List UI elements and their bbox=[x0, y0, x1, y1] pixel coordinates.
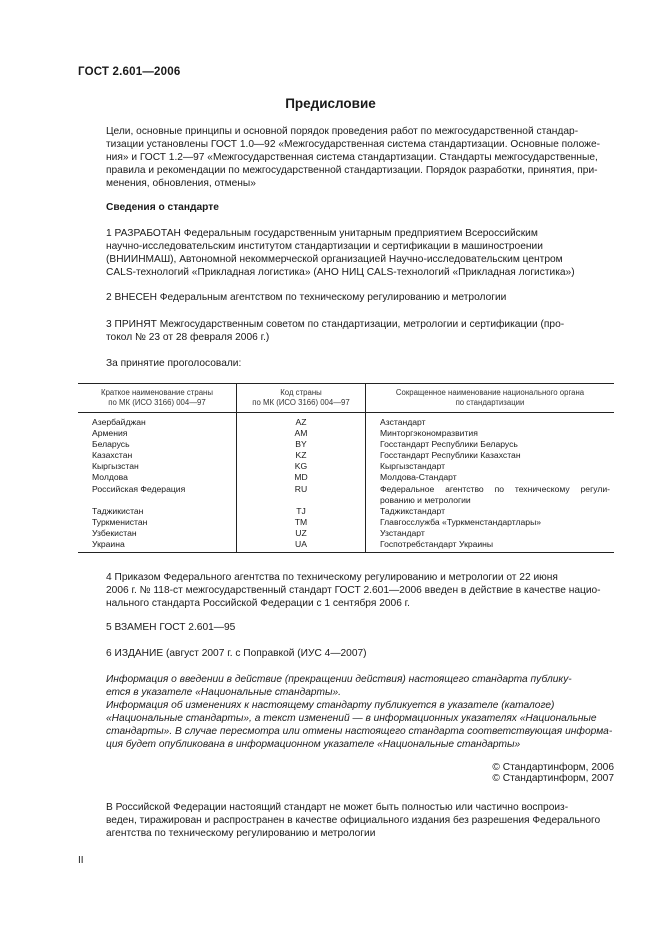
copyright-line: © Стандартинформ, 2006 bbox=[492, 762, 614, 773]
country-cell: Украина bbox=[78, 539, 237, 553]
column-header-body: Сокращенное наименование национального органа по стандартизации bbox=[366, 384, 615, 413]
body-cell: Главгосслужба «Туркменстандартлары» bbox=[366, 517, 615, 528]
rights-line: агентства по техническому регулированию и метрологии bbox=[106, 828, 376, 840]
intro-line: тизации установлены ГОСТ 1.0—92 «Межгосударственная система стандартизации. Основные положе- bbox=[106, 139, 601, 151]
body-cell: Азстандарт bbox=[366, 413, 615, 429]
italic-notice-line: ется в указателе «Национальные стандарты». bbox=[106, 687, 342, 699]
item-1-line: CALS-технологий «Прикладная логистика» (АНО НИЦ CALS-технологий «Прикладная логистика») bbox=[106, 267, 575, 279]
item-1-line: (ВНИИНМАШ), Автономной некоммерческой организацией Научно-исследовательским центром bbox=[106, 254, 563, 266]
body-cell: Молдова-Стандарт bbox=[366, 472, 615, 483]
body-cell: Госпотребстандарт Украины bbox=[366, 539, 615, 553]
item-3-line: токол № 23 от 28 февраля 2006 г.) bbox=[106, 332, 270, 344]
country-cell: Кыргызстан bbox=[92, 461, 139, 472]
code-cell: KG bbox=[237, 461, 366, 472]
code-cell: UZ bbox=[237, 528, 366, 539]
country-cell: Армения bbox=[92, 428, 128, 439]
code-cell: TJ bbox=[237, 506, 366, 517]
copyright-block bbox=[492, 762, 614, 784]
item-3-line: 3 ПРИНЯТ Межгосударственным советом по стандартизации, метрологии и сертификации (про- bbox=[106, 319, 565, 330]
table-row bbox=[78, 461, 614, 472]
italic-notice-line: стандарты». В случае пересмотра или отмены настоящего стандарта соответствующая информа- bbox=[106, 726, 613, 738]
column-header-code: Код страны по МК (ИСО 3166) 004—97 bbox=[237, 384, 366, 413]
intro-line: ния» и ГОСТ 1.2—97 «Межгосударственная система стандартизации. Стандарты межгосударственные, bbox=[106, 152, 598, 164]
item-4-line: нального стандарта Российской Федерации с 1 сентября 2006 г. bbox=[106, 598, 410, 610]
item-4-paragraph bbox=[78, 571, 614, 610]
country-cell: Таджикистан bbox=[92, 505, 144, 516]
code-cell: KZ bbox=[237, 450, 366, 461]
table-row bbox=[78, 517, 614, 528]
intro-line: Цели, основные принципы и основной порядок проведения работ по межгосударственной стандар- bbox=[106, 126, 579, 137]
table-row bbox=[78, 528, 614, 539]
item-2: 2 ВНЕСЕН Федеральным агентством по техническому регулированию и метрологии bbox=[106, 292, 507, 303]
italic-notice-1 bbox=[78, 673, 614, 699]
code-cell: BY bbox=[237, 439, 366, 450]
italic-notice-line: «Национальные стандарты», а текст изменений — в информационных указателях «Национальные bbox=[106, 713, 597, 725]
code-cell: AM bbox=[237, 428, 366, 439]
table-row bbox=[78, 439, 614, 450]
copyright-line: © Стандартинформ, 2007 bbox=[492, 773, 614, 784]
table-row bbox=[78, 506, 614, 517]
item-5: 5 ВЗАМЕН ГОСТ 2.601—95 bbox=[106, 622, 236, 633]
item-4-line: 4 Приказом Федерального агентства по техническому регулированию и метрологии от 22 июня bbox=[106, 572, 558, 583]
country-cell: Казахстан bbox=[92, 450, 133, 461]
italic-notice-line: Информация о введении в действие (прекращении действия) настоящего стандарта публику- bbox=[106, 674, 572, 685]
table-row bbox=[78, 472, 614, 483]
country-cell: Беларусь bbox=[92, 439, 130, 450]
item-6: 6 ИЗДАНИЕ (август 2007 г. с Поправкой (ИУС 4—2007) bbox=[106, 648, 367, 659]
table-row bbox=[78, 450, 614, 461]
document-header: ГОСТ 2.601—2006 bbox=[78, 66, 181, 78]
table-row bbox=[78, 428, 614, 439]
table-row bbox=[78, 539, 614, 553]
table-row bbox=[78, 413, 614, 429]
page-number: II bbox=[78, 855, 84, 866]
info-heading: Сведения о стандарте bbox=[106, 202, 219, 213]
italic-notice-line: Информация об изменениях к настоящему стандарту публикуется в указателе (каталоге) bbox=[106, 700, 555, 711]
intro-paragraph bbox=[78, 125, 614, 190]
body-cell: Минторгэкономразвития bbox=[366, 428, 615, 439]
rights-line: В Российской Федерации настоящий стандарт не может быть полностью или частично воспроиз- bbox=[106, 802, 569, 813]
code-cell: TM bbox=[237, 517, 366, 528]
body-cell: Таджикстандарт bbox=[366, 506, 615, 517]
table-header-row bbox=[78, 384, 614, 413]
item-1-line: 1 РАЗРАБОТАН Федеральным государственным унитарным предприятием Всероссийским bbox=[106, 228, 538, 239]
code-cell: AZ bbox=[237, 413, 366, 429]
table-row bbox=[78, 484, 614, 506]
country-cell: Туркменистан bbox=[92, 516, 148, 527]
country-cell: Молдова bbox=[92, 472, 128, 483]
code-cell: UA bbox=[237, 539, 366, 553]
intro-line: правила и рекомендации по межгосударственной стандартизации. Порядок разработки, принятия, при- bbox=[106, 165, 598, 177]
member-states-table bbox=[78, 383, 614, 553]
page-title: Предисловие bbox=[285, 96, 376, 111]
column-header-country: Краткое наименование страны по МК (ИСО 3166) 004—97 bbox=[78, 384, 237, 413]
body-cell: Госстандарт Республики Беларусь bbox=[366, 439, 615, 450]
country-cell: Российская Федерация bbox=[92, 483, 186, 494]
item-1-line: научно-исследовательским институтом стандартизации и сертификации в машиностроении bbox=[106, 241, 543, 253]
item-1-paragraph bbox=[78, 227, 614, 279]
code-cell: RU bbox=[237, 484, 366, 506]
body-cell: Узстандарт bbox=[366, 528, 615, 539]
rights-paragraph bbox=[78, 801, 614, 840]
body-cell: Федеральное агентство по техническому регули- рованию и метрологии bbox=[366, 484, 615, 506]
voted-label: За принятие проголосовали: bbox=[106, 358, 242, 369]
italic-notice-line: ция будет опубликована в информационном указателе «Национальные стандарты» bbox=[106, 739, 521, 751]
code-cell: MD bbox=[237, 472, 366, 483]
italic-notice-2 bbox=[78, 699, 614, 751]
item-4-line: 2006 г. № 118-ст межгосударственный стандарт ГОСТ 2.601—2006 введен в действие в качестве нацио- bbox=[106, 585, 601, 597]
body-cell: Кыргызстандарт bbox=[366, 461, 615, 472]
item-3-paragraph bbox=[78, 318, 614, 344]
rights-line: веден, тиражирован и распространен в качестве официального издания без разрешения Федерального bbox=[106, 815, 601, 827]
intro-line: менения, обновления, отмены» bbox=[106, 178, 256, 190]
body-cell: Госстандарт Республики Казахстан bbox=[366, 450, 615, 461]
country-cell: Узбекистан bbox=[92, 527, 137, 538]
country-cell: Азербайджан bbox=[92, 417, 146, 427]
